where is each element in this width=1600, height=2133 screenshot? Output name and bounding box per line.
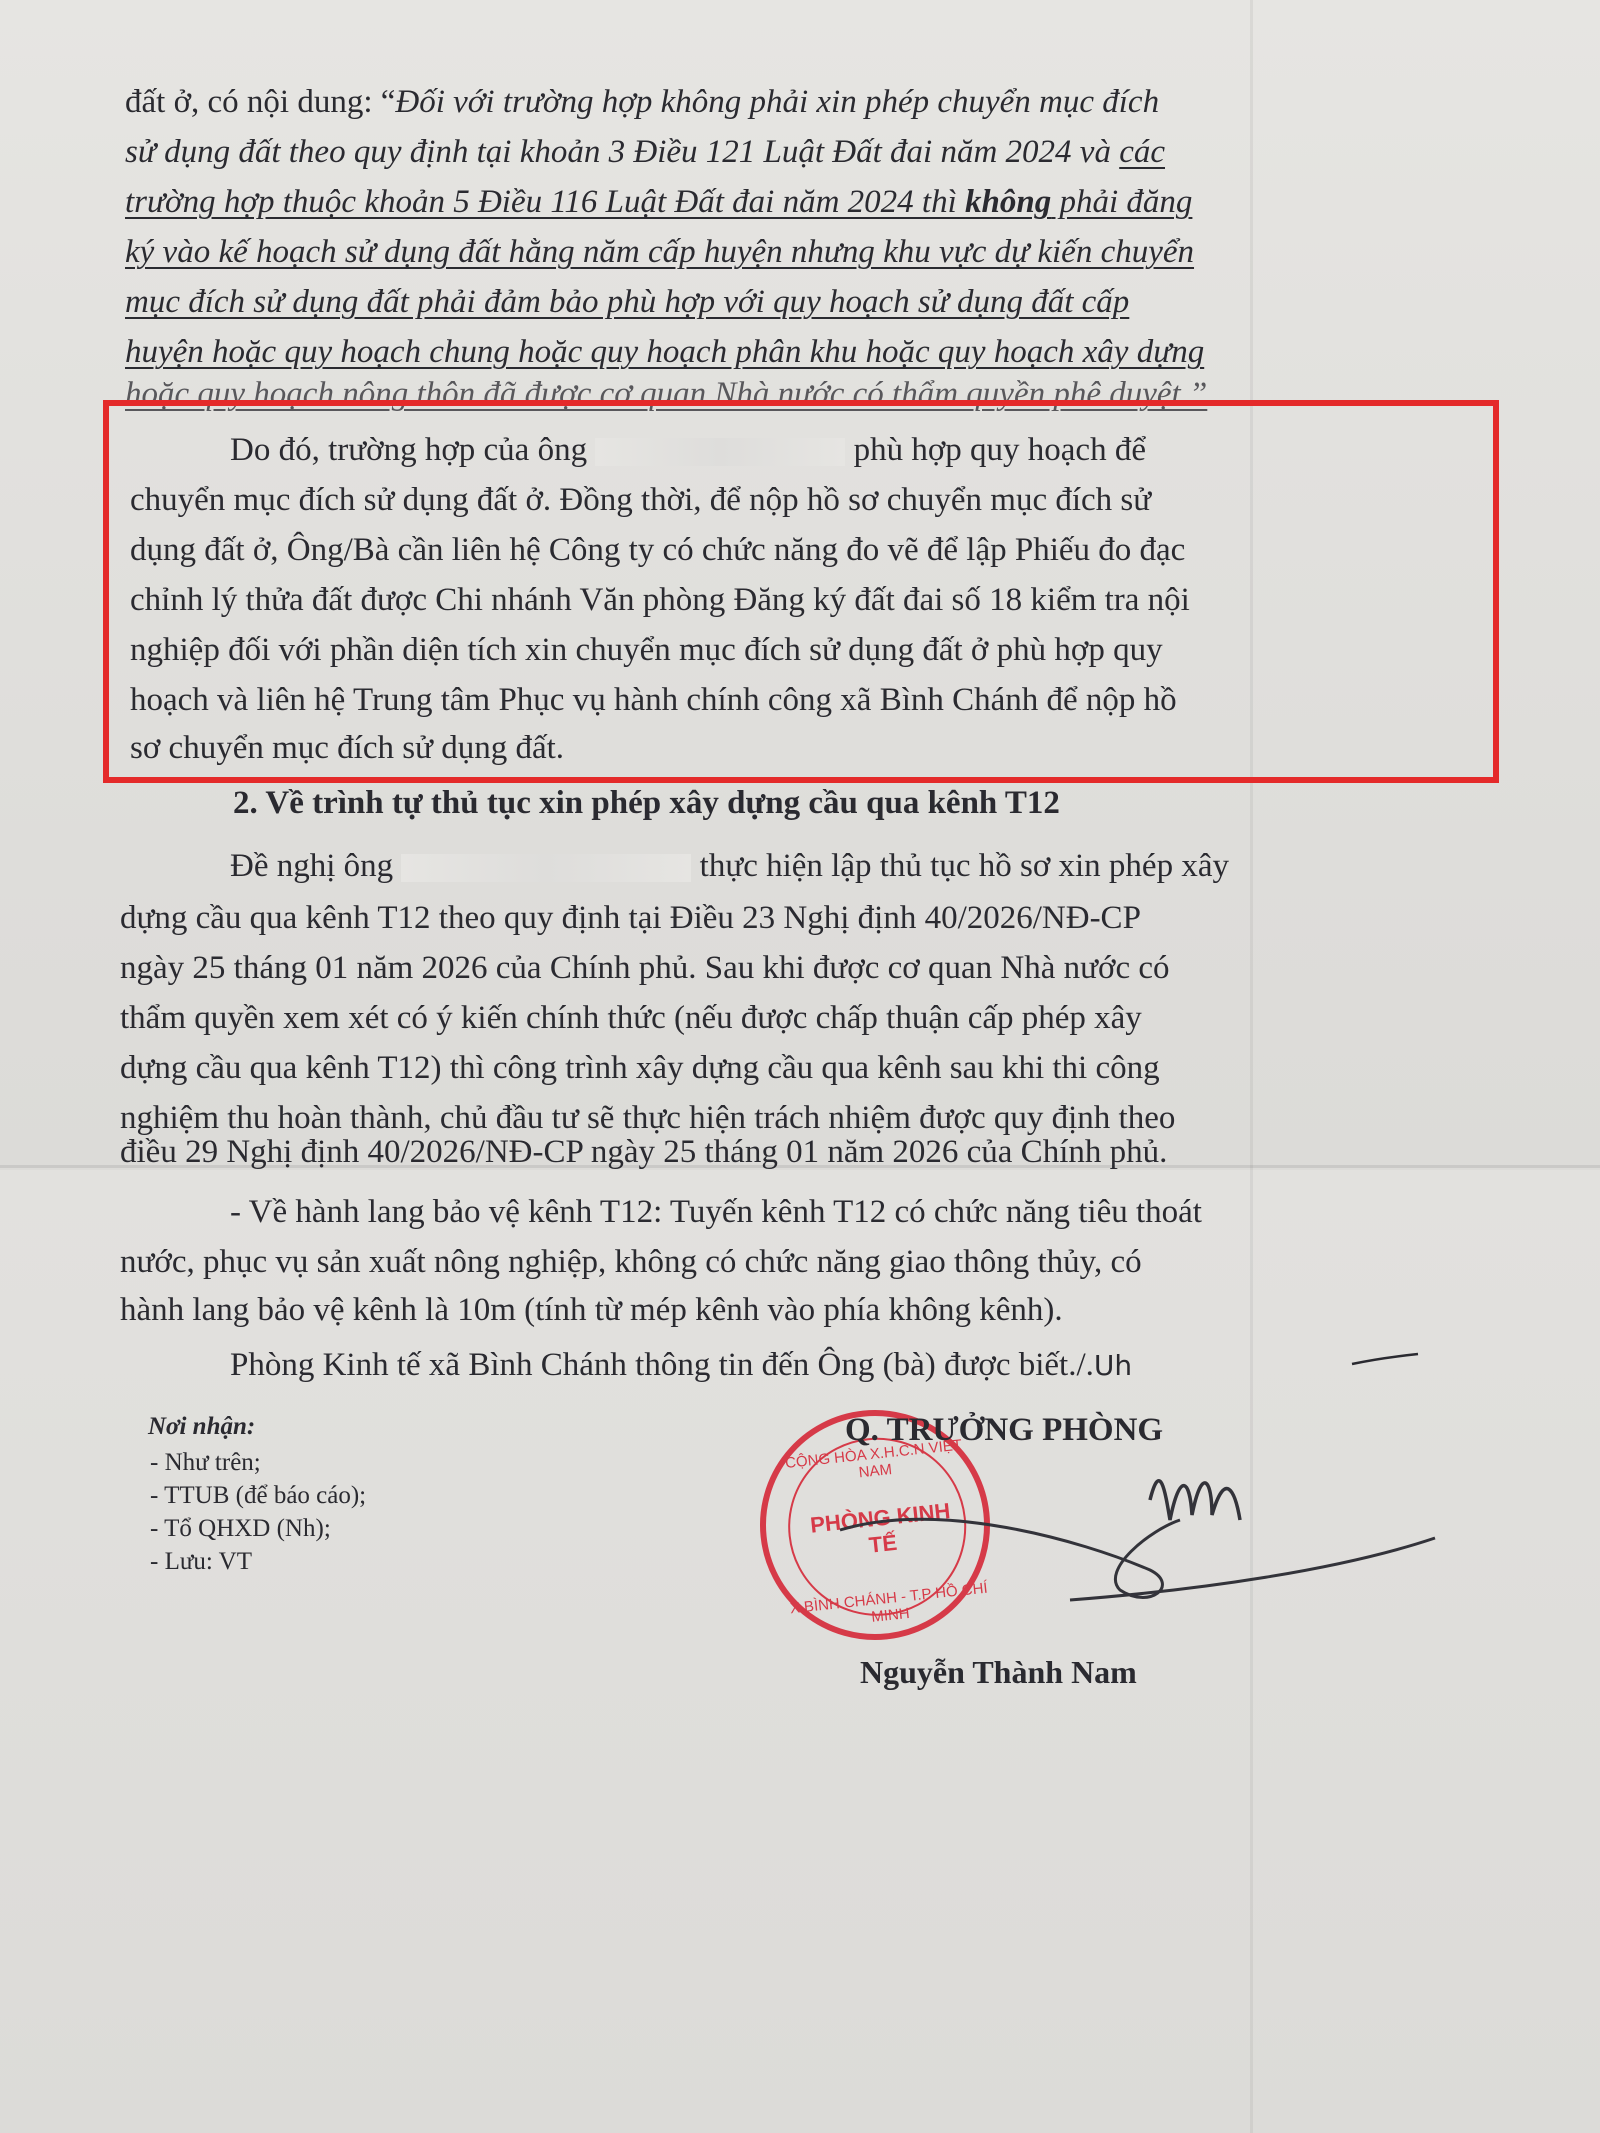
quote-line: huyện hoặc quy hoạch chung hoặc quy hoạch phân khu hoặc quy hoạch xây dựng (125, 334, 1205, 370)
paper-fold (1250, 0, 1253, 2133)
paragraph-line: dựng cầu qua kênh T12 theo quy định tại Điều 23 Nghị định 40/2026/NĐ-CP (120, 900, 1141, 936)
recipient-item: - Như trên; (150, 1449, 261, 1476)
paragraph-line: dụng đất ở, Ông/Bà cần liên hệ Công ty có chức năng đo vẽ để lập Phiếu đo đạc (130, 532, 1186, 568)
paragraph-line: Đề nghị ông thực hiện lập thủ tục hồ sơ xin phép xây (230, 848, 1229, 884)
quote-line: ký vào kế hoạch sử dụng đất hằng năm cấp huyện nhưng khu vực dự kiến chuyển (125, 234, 1195, 270)
recipient-item: - Lưu: VT (150, 1548, 252, 1575)
closing-line: Phòng Kinh tế xã Bình Chánh thông tin đến Ông (bà) được biết./.Uh (230, 1347, 1133, 1383)
signature-image (820, 1420, 1440, 1610)
paragraph-line: sơ chuyển mục đích sử dụng đất. (130, 730, 565, 766)
paragraph-line: chỉnh lý thửa đất được Chi nhánh Văn phòng Đăng ký đất đai số 18 kiểm tra nội (130, 582, 1190, 618)
paragraph-line: hành lang bảo vệ kênh là 10m (tính từ mép kênh vào phía không kênh). (120, 1292, 1063, 1328)
redacted-name (595, 438, 845, 466)
recipient-item: - TTUB (để báo cáo); (150, 1482, 367, 1509)
initial-stroke (1350, 1348, 1420, 1370)
stamp-top-text: CỘNG HÒA X.H.C.N VIỆT NAM (784, 1436, 963, 1482)
paragraph-line: chuyển mục đích sử dụng đất ở. Đồng thời, để nộp hồ sơ chuyển mục đích sử (130, 482, 1152, 518)
recipients-title: Nơi nhận: (148, 1413, 256, 1440)
paragraph-line: điều 29 Nghị định 40/2026/NĐ-CP ngày 25 tháng 01 năm 2026 của Chính phủ. (120, 1134, 1168, 1170)
paragraph-line: hoạch và liên hệ Trung tâm Phục vụ hành chính công xã Bình Chánh để nộp hồ (130, 682, 1177, 718)
paragraph-line: nghiệp đối với phần diện tích xin chuyển mục đích sử dụng đất ở phù hợp quy (130, 632, 1163, 668)
quote-line: trường hợp thuộc khoản 5 Điều 116 Luật Đất đai năm 2024 thì không phải đăng (125, 184, 1193, 220)
quote-line: sử dụng đất theo quy định tại khoản 3 Điều 121 Luật Đất đai năm 2024 và các (125, 134, 1165, 170)
recipient-item: - Tổ QHXD (Nh); (150, 1515, 331, 1542)
stamp-center-text: PHÒNG KINH TẾ (809, 1498, 952, 1558)
paragraph-line: dựng cầu qua kênh T12) thì công trình xây dựng cầu qua kênh sau khi thi công (120, 1050, 1160, 1086)
redacted-name (401, 854, 691, 882)
signer-name: Nguyễn Thành Nam (860, 1654, 1137, 1690)
paragraph-line: - Về hành lang bảo vệ kênh T12: Tuyến kênh T12 có chức năng tiêu thoát (230, 1194, 1202, 1230)
signer-title: Q. TRƯỞNG PHÒNG (845, 1412, 1164, 1448)
paragraph-line: ngày 25 tháng 01 năm 2026 của Chính phủ. Sau khi được cơ quan Nhà nước có (120, 950, 1170, 986)
quote-line: đất ở, có nội dung: “Đối với trường hợp không phải xin phép chuyển mục đích (125, 84, 1160, 120)
quote-line: mục đích sử dụng đất phải đảm bảo phù hợp với quy hoạch sử dụng đất cấp (125, 284, 1130, 320)
paragraph-line: thẩm quyền xem xét có ý kiến chính thức (nếu được chấp thuận cấp phép xây (120, 1000, 1142, 1036)
paragraph-line: nghiệm thu hoàn thành, chủ đầu tư sẽ thực hiện trách nhiệm được quy định theo (120, 1100, 1176, 1136)
paragraph-line: nước, phục vụ sản xuất nông nghiệp, không có chức năng giao thông thủy, có (120, 1244, 1142, 1280)
quote-line: hoặc quy hoạch nông thôn đã được cơ quan Nhà nước có thẩm quyền phê duyệt.” (125, 376, 1208, 412)
paragraph-line: Do đó, trường hợp của ông phù hợp quy hoạch để (230, 432, 1146, 468)
stamp-bottom-text: X.BÌNH CHÁNH - T.P HỒ CHÍ MINH (789, 1579, 989, 1626)
section-heading: 2. Về trình tự thủ tục xin phép xây dựng cầu qua kênh T12 (233, 785, 1060, 821)
